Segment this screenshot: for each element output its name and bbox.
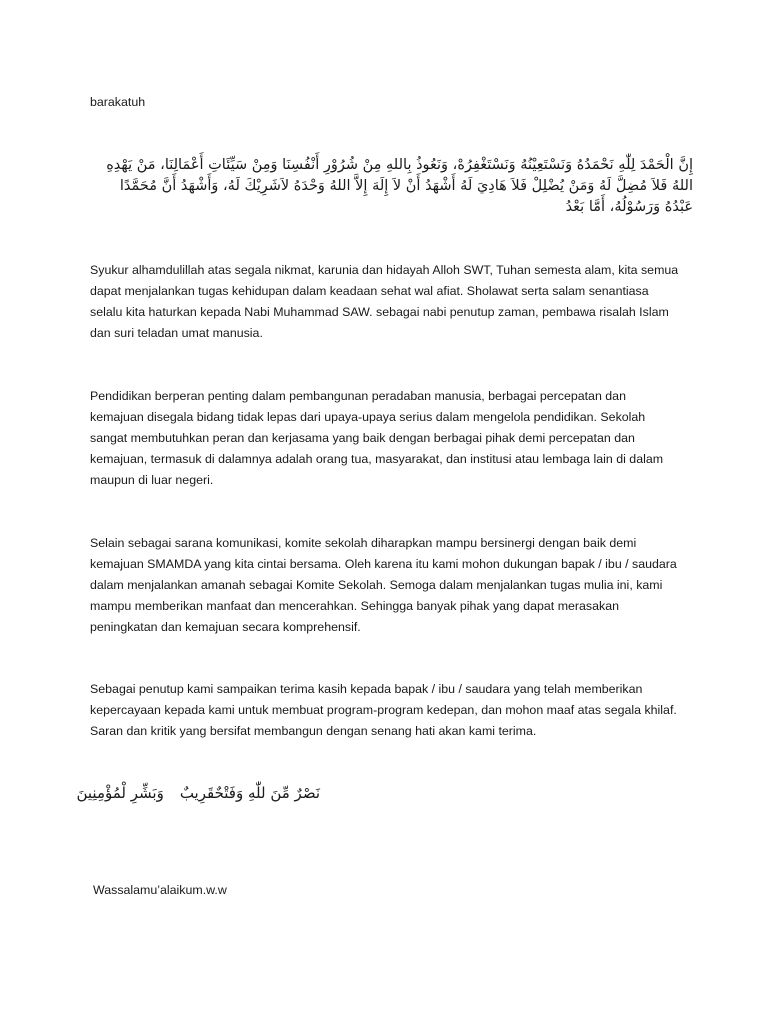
arabic-opening-khutbah: إِنَّ الْحَمْدَ لِلّٰهِ نَحْمَدُهُ وَنَسْتَعِيْنُهُ وَنَسْتَغْفِرُهْ، وَنَعُوذُ بِاللهِ مِنْ شُرُوْرِ أَنْفُسِنَا وَمِنْ سَيِّئَاتِ أَعْمَالِنَا، مَنْ يَهْدِهِ اللهُ فَلاَ مُضِلَّ لَهُ وَمَنْ يُضْلِلْ فَلاَ هَادِيَ لَهُ أَشْهَدُ أَنْ لاَ إِلَهَ إِلاَّ اللهُ وَحْدَهُ لاَشَرِيْكَ لَهُ، وَأَشْهَدُ أَنَّ مُحَمَّدًا عَبْدُهُ وَرَسُوْلُهُ، أَمَّا بَعْدُ — [106, 157, 693, 215]
arabic-closing-part-2: وَبَشِّرِ لْمُؤْمِنِينَ — [76, 784, 164, 802]
arabic-closing-part-1: نَصْرٌ مِّنَ للّٰهِ وَفَتْحٌقَرِيبٌ — [179, 784, 320, 802]
paragraph-closing-thanks: Sebagai penutup kami sampaikan terima kasih kepada bapak / ibu / saudara yang telah memberikan kepercayaan kepada kami untuk membuat program-program kedepan, dan mohon maaf atas segala khilaf. Saran dan kritik yang bersifat membangun dengan senang hati akan kami terima. — [90, 682, 677, 738]
paragraph-gratitude: Syukur alhamdulillah atas segala nikmat, karunia dan hidayah Alloh SWT, Tuhan semesta alam, kita semua dapat menjalankan tugas kehidupan dalam keadaan sehat wal afiat. Sholawat serta salam senantiasa selalu kita haturkan kepada Nabi Muhammad SAW. sebagai nabi penutup zaman, pembawa risalah Islam dan suri teladan umat manusia. — [90, 263, 679, 340]
closing-salutation: Wassalamu’alaikum.w.w — [93, 883, 227, 897]
paragraph-education: Pendidikan berperan penting dalam pembangunan peradaban manusia, berbagai percepatan dan kemajuan disegala bidang tidak lepas dari upaya-upaya serius dalam mengelola pendidikan. Sekolah sangat membutuhkan peran dan kerjasama yang baik dengan berbagai pihak demi percepatan dan kemajuan, termasuk di dalamnya adalah orang tua, masyarakat, dan institusi atau lembaga lain di dalam maupun di luar negeri. — [90, 389, 664, 487]
paragraph-committee: Selain sebagai sarana komunikasi, komite sekolah diharapkan mampu bersinergi dengan baik demi kemajuan SMAMDA yang kita cintai bersama. Oleh karena itu kami mohon dukungan bapak / ibu / saudara dalam menjalankan amanah sebagai Komite Sekolah. Semoga dalam menjalankan tugas mulia ini, kami mampu memberikan manfaat dan mencerahkan. Sehingga banyak pihak yang dapat merasakan peningkatan dan kemajuan secara komprehensif. — [90, 536, 677, 634]
greeting-tail: barakatuh — [90, 95, 146, 109]
arabic-closing-verse — [76, 782, 320, 804]
